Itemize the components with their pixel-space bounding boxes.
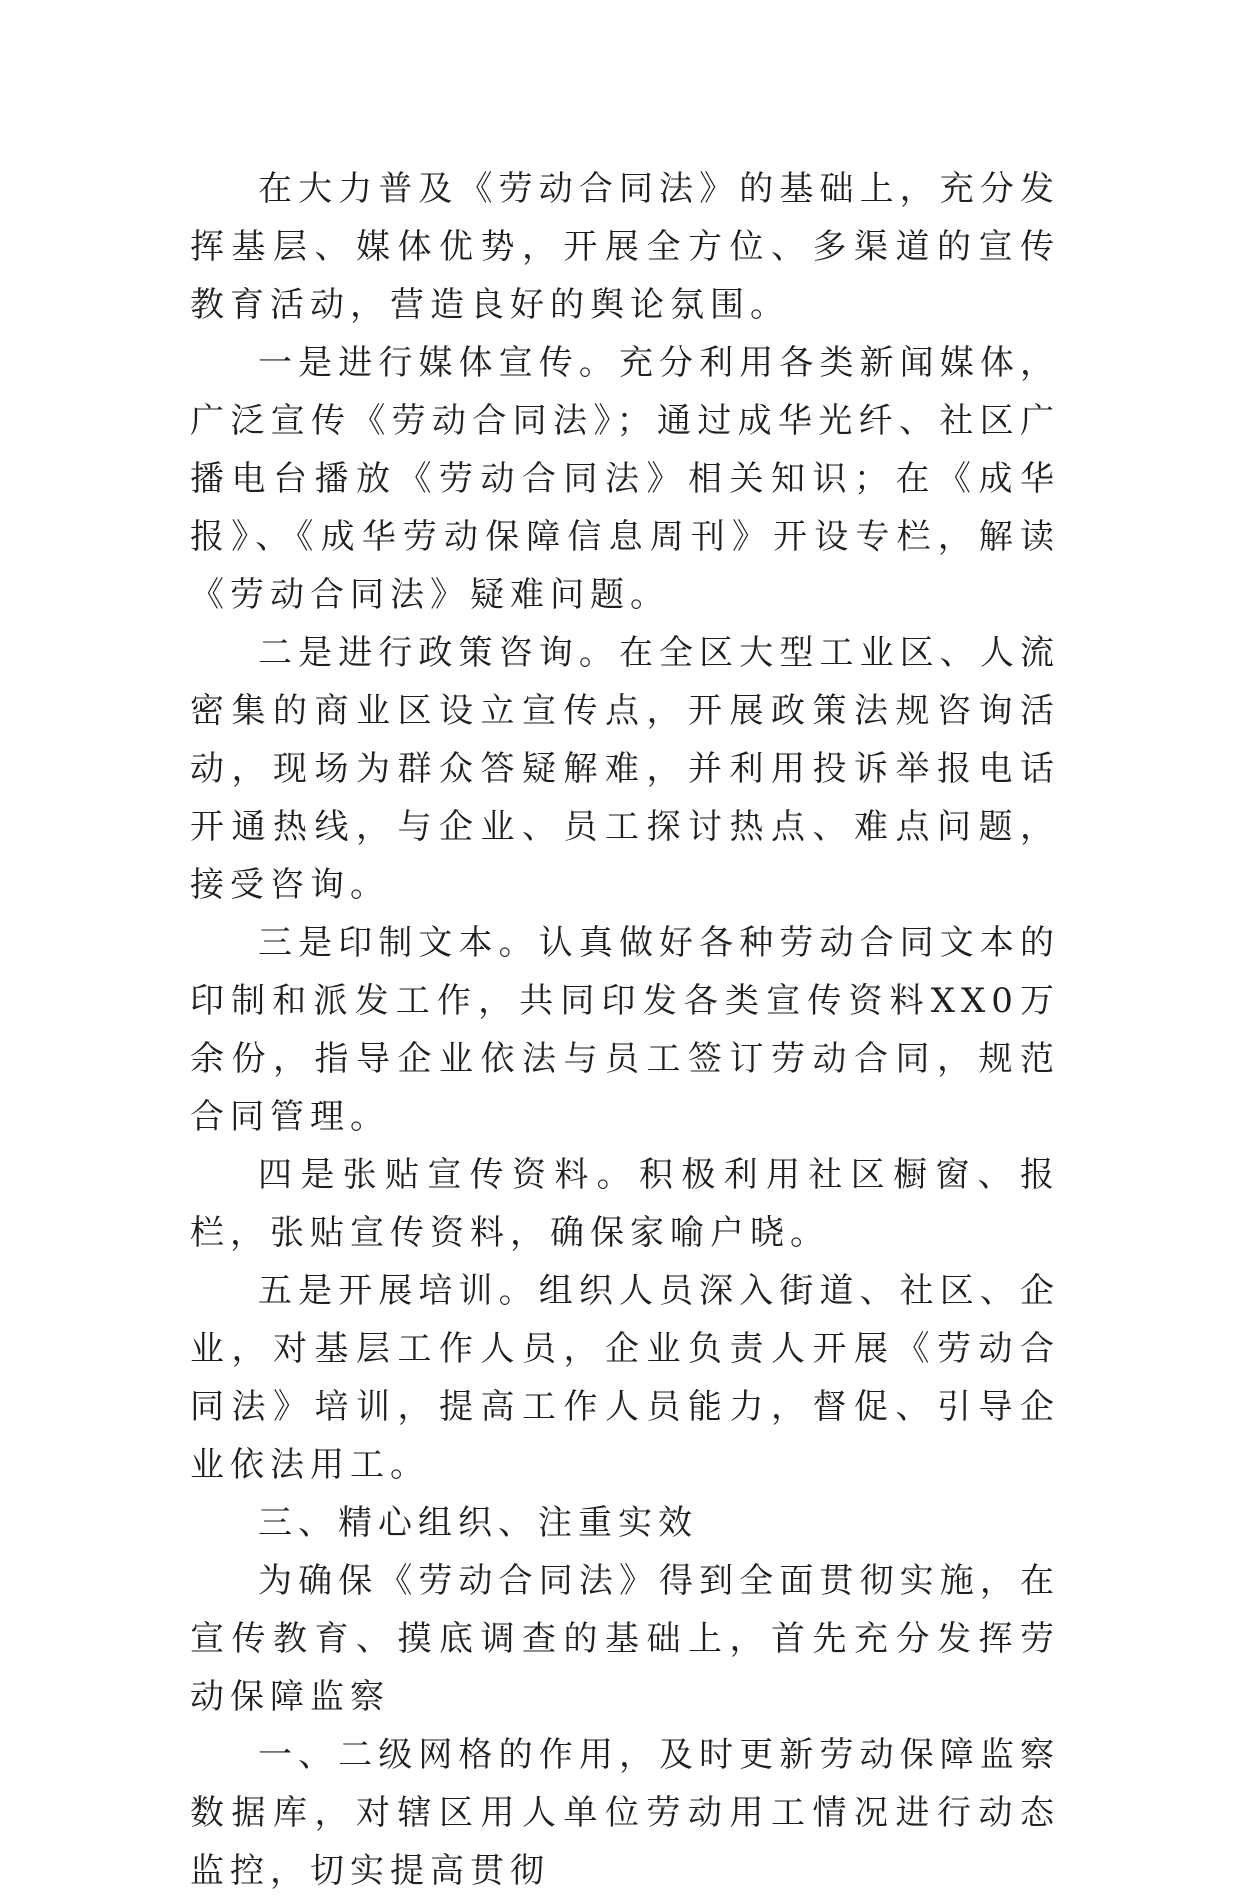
paragraph-grid-role: 一、二级网格的作用，及时更新劳动保障监察数据库，对辖区用人单位劳动用工情况进行动态监控，切实提高贯彻 — [190, 1735, 1060, 1891]
paragraph-post-materials: 四是张贴宣传资料。积极利用社区橱窗、报栏，张贴宣传资料，确保家喻户晓。 — [190, 1155, 1060, 1253]
paragraph-implementation: 为确保《劳动合同法》得到全面贯彻实施，在宣传教育、摸底调查的基础上，首先充分发挥劳动保障监察 — [190, 1561, 1060, 1717]
paragraph-intro: 在大力普及《劳动合同法》的基础上，充分发挥基层、媒体优势，开展全方位、多渠道的宣传教育活动，营造良好的舆论氛围。 — [190, 169, 1060, 325]
paragraph-print-texts: 三是印制文本。认真做好各种劳动合同文本的印制和派发工作，共同印发各类宣传资料XX0万余份，指导企业依法与员工签订劳动合同，规范合同管理。 — [190, 923, 1060, 1137]
paragraph-media-publicity: 一是进行媒体宣传。充分利用各类新闻媒体，广泛宣传《劳动合同法》；通过成华光纤、社区广播电台播放《劳动合同法》相关知识；在《成华报》、《成华劳动保障信息周刊》开设专栏，解读《劳动合同法》疑难问题。 — [190, 343, 1060, 615]
paragraph-training: 五是开展培训。组织人员深入街道、社区、企业，对基层工作人员，企业负责人开展《劳动合同法》培训，提高工作人员能力，督促、引导企业依法用工。 — [190, 1271, 1060, 1485]
paragraph-policy-consultation: 二是进行政策咨询。在全区大型工业区、人流密集的商业区设立宣传点，开展政策法规咨询活动，现场为群众答疑解难，并利用投诉举报电话开通热线，与企业、员工探讨热点、难点问题，接受咨询。 — [190, 633, 1060, 905]
section-heading: 三、精心组织、注重实效 — [258, 1503, 698, 1543]
document-body — [190, 160, 1060, 1900]
